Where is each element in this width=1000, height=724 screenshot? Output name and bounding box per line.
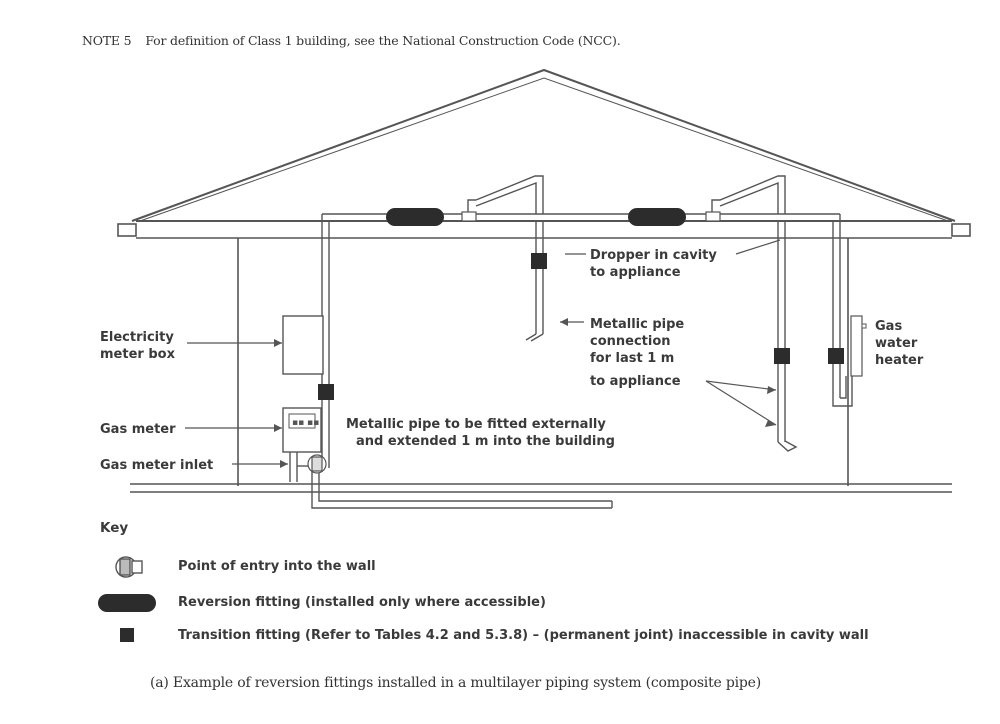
label-dropper-1: Dropper in cavity [590,248,717,263]
label-dropper-2: to appliance [590,265,681,280]
label-water-heater-1: Gas [875,319,903,334]
key-item-transition-fitting: Transition fitting (Refer to Tables 4.2 and 5.3.8) – (permanent joint) inaccessible in cavity wall [178,628,869,643]
svg-text:▪▪ ▪▪: ▪▪ ▪▪ [292,418,320,428]
label-metallic-conn-3: for last 1 m [590,351,675,366]
reversion-fitting [386,208,444,226]
roof-inner [140,78,948,221]
transition-fitting [531,253,547,269]
label-gas-meter: Gas meter [100,422,176,437]
key-item-point-of-entry: Point of entry into the wall [178,559,376,574]
transition-fitting-icon [120,628,134,642]
label-metallic-external-1: Metallic pipe to be fitted externally [346,417,606,432]
note-text: For definition of Class 1 building, see the National Construction Code (NCC). [145,33,621,48]
gas-water-heater [851,316,862,376]
label-electricity-1: Electricity [100,330,174,345]
transition-fitting [774,348,790,364]
union-fitting [706,212,720,221]
union-fitting [462,212,476,221]
transition-fitting [828,348,844,364]
reversion-fitting-icon [98,594,156,612]
eave-left [118,224,136,236]
electricity-meter-box [283,316,323,374]
label-water-heater-2: water [875,336,918,351]
label-water-heater-3: heater [875,353,924,368]
reversion-fitting [628,208,686,226]
key-item-reversion-fitting: Reversion fitting (installed only where accessible) [178,595,546,610]
eave-right [952,224,970,236]
point-of-entry [308,455,326,473]
note-label: NOTE 5 [82,33,132,48]
point-of-entry-icon [116,557,142,577]
label-metallic-external-2: and extended 1 m into the building [356,434,615,449]
label-electricity-2: meter box [100,347,175,362]
label-metallic-conn-4: to appliance [590,374,681,389]
transition-fitting [318,384,334,400]
label-metallic-conn-1: Metallic pipe [590,317,685,332]
label-gas-meter-inlet: Gas meter inlet [100,458,214,473]
figure-caption: (a) Example of reversion fittings installed in a multilayer piping system (composite pipe) [150,675,761,691]
key-title: Key [100,520,129,536]
label-metallic-conn-2: connection [590,334,671,349]
